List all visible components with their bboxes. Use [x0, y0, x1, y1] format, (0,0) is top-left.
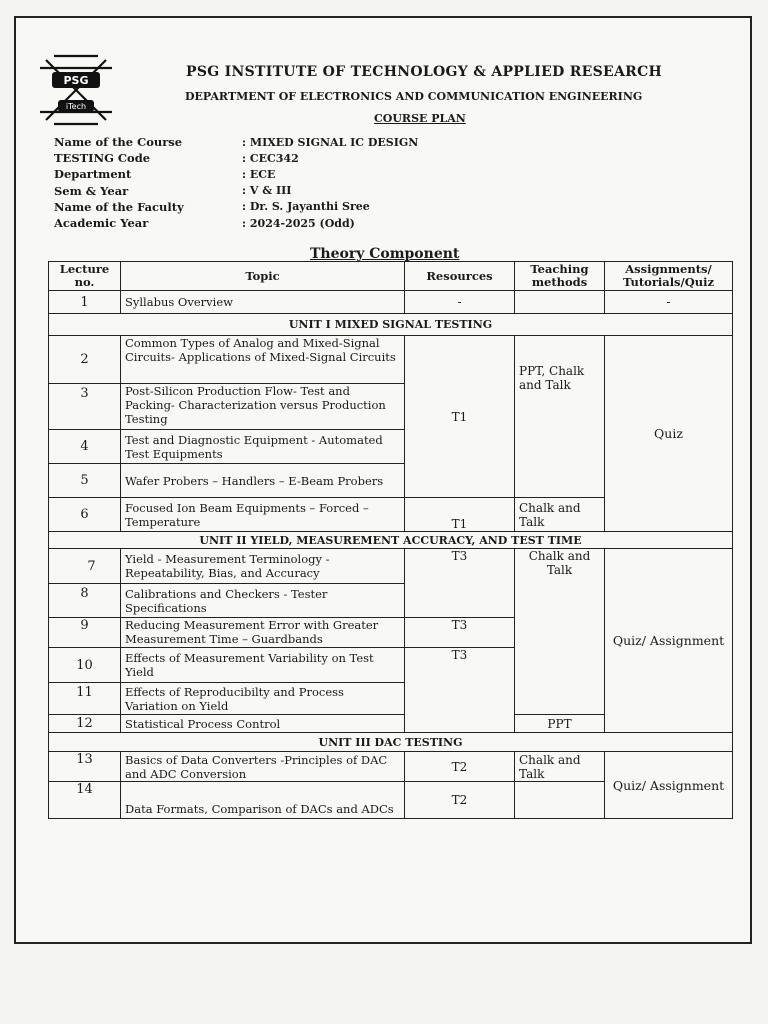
topic: Basics of Data Converters -Principles of DAC and ADC Conversion [121, 752, 405, 782]
topic: Effects of Measurement Variability on Test Yield [121, 648, 405, 683]
document-type: COURSE PLAN [374, 112, 466, 125]
unit-row [49, 314, 733, 336]
lecture-no: 9 [49, 618, 121, 648]
resource: T3 [405, 618, 515, 648]
topic: Calibrations and Checkers - Tester Specifications [121, 584, 405, 618]
assignment: Quiz/ Assignment [605, 549, 733, 733]
topic: Statistical Process Control [121, 715, 405, 733]
teaching-method-empty [515, 782, 605, 819]
unit-heading: UNIT II YIELD, MEASUREMENT ACCURACY, AND TEST TIME [49, 532, 733, 549]
info-row [54, 199, 418, 215]
component-title: Theory Component [310, 246, 460, 262]
info-row [54, 134, 418, 150]
lecture-no: 7 [49, 549, 121, 584]
teaching-method: Chalk and Talk [515, 498, 605, 532]
resource: T1 [405, 498, 515, 532]
topic: Yield - Measurement Terminology - Repeatability, Bias, and Accuracy [121, 549, 405, 584]
resource: T2 [405, 752, 515, 782]
resource: T3 [405, 549, 515, 618]
topic: Reducing Measurement Error with Greater Measurement Time – Guardbands [121, 618, 405, 648]
lecture-no: 10 [49, 648, 121, 683]
topic: Wafer Probers – Handlers – E-Beam Probers [121, 464, 405, 498]
topic: Data Formats, Comparison of DACs and ADCs [121, 782, 405, 819]
resource: T2 [405, 782, 515, 819]
topic: Syllabus Overview [121, 291, 405, 314]
unit-row [49, 733, 733, 752]
info-label: Name of the Faculty [54, 199, 184, 214]
info-value: : MIXED SIGNAL IC DESIGN [242, 135, 419, 149]
assignment: Quiz [605, 336, 733, 532]
teaching-method: PPT, Chalk and Talk [515, 336, 605, 498]
table-row [49, 549, 733, 584]
info-label: Department [54, 167, 132, 182]
resource: T3 [405, 648, 515, 733]
table-row [49, 752, 733, 782]
info-row [54, 150, 418, 166]
teaching-method [515, 291, 605, 314]
assignment: Quiz/ Assignment [605, 752, 733, 819]
header-teaching-methods: Teaching methods [515, 262, 605, 291]
assignment: - [605, 291, 733, 314]
teaching-method: PPT [515, 715, 605, 733]
institute-name: PSG INSTITUTE OF TECHNOLOGY & APPLIED RESEARCH [186, 64, 663, 80]
info-row [54, 183, 418, 199]
lecture-no: 6 [49, 498, 121, 532]
unit-heading: UNIT III DAC TESTING [49, 733, 733, 752]
lecture-no: 5 [49, 464, 121, 498]
info-label: Sem & Year [54, 183, 129, 198]
unit-row [49, 532, 733, 549]
lecture-no: 4 [49, 430, 121, 464]
table-row [49, 336, 733, 384]
topic: Focused Ion Beam Equipments – Forced –Temperature [121, 498, 405, 532]
info-row [54, 215, 418, 231]
info-value: : 2024-2025 (Odd) [242, 216, 355, 230]
lecture-no: 3 [49, 384, 121, 430]
unit-heading: UNIT I MIXED SIGNAL TESTING [49, 314, 733, 336]
resource: T1 [405, 336, 515, 498]
teaching-method: Chalk and Talk [515, 752, 605, 782]
course-info [54, 134, 418, 231]
info-label: Academic Year [54, 216, 149, 231]
header-topic: Topic [121, 262, 405, 291]
course-plan-table [48, 261, 733, 819]
lecture-no: 12 [49, 715, 121, 733]
table-header-row [49, 262, 733, 291]
topic: Common Types of Analog and Mixed-Signal Circuits- Applications of Mixed-Signal Circuits [121, 336, 405, 384]
lecture-no: 13 [49, 752, 121, 782]
header-lecture-no: Lecture no. [49, 262, 121, 291]
psg-itech-logo [38, 54, 114, 126]
topic: Test and Diagnostic Equipment - Automated Test Equipments [121, 430, 405, 464]
info-value: : Dr. S. Jayanthi Sree [242, 200, 370, 214]
info-row [54, 166, 418, 182]
resource: - [405, 291, 515, 314]
info-label: Name of the Course [54, 135, 183, 150]
teaching-method: Chalk and Talk [515, 549, 605, 715]
header-resources: Resources [405, 262, 515, 291]
table-row [49, 291, 733, 314]
svg-text:PSG: PSG [63, 74, 89, 87]
header-assignments: Assignments/ Tutorials/Quiz [605, 262, 733, 291]
lecture-no: 8 [49, 584, 121, 618]
lecture-no: 2 [49, 336, 121, 384]
svg-text:iTech: iTech [65, 102, 87, 111]
topic: Post-Silicon Production Flow- Test and Packing- Characterization versus Production Testing [121, 384, 405, 430]
lecture-no: 11 [49, 683, 121, 715]
info-value: : ECE [242, 167, 276, 181]
info-label: TESTING Code [54, 151, 151, 166]
info-value: : V & III [242, 184, 292, 198]
lecture-no: 1 [49, 291, 121, 314]
department-name: DEPARTMENT OF ELECTRONICS AND COMMUNICATION ENGINEERING [185, 90, 643, 103]
info-value: : CEC342 [242, 151, 299, 165]
topic: Effects of Reproducibilty and Process Variation on Yield [121, 683, 405, 715]
lecture-no: 14 [49, 782, 121, 819]
